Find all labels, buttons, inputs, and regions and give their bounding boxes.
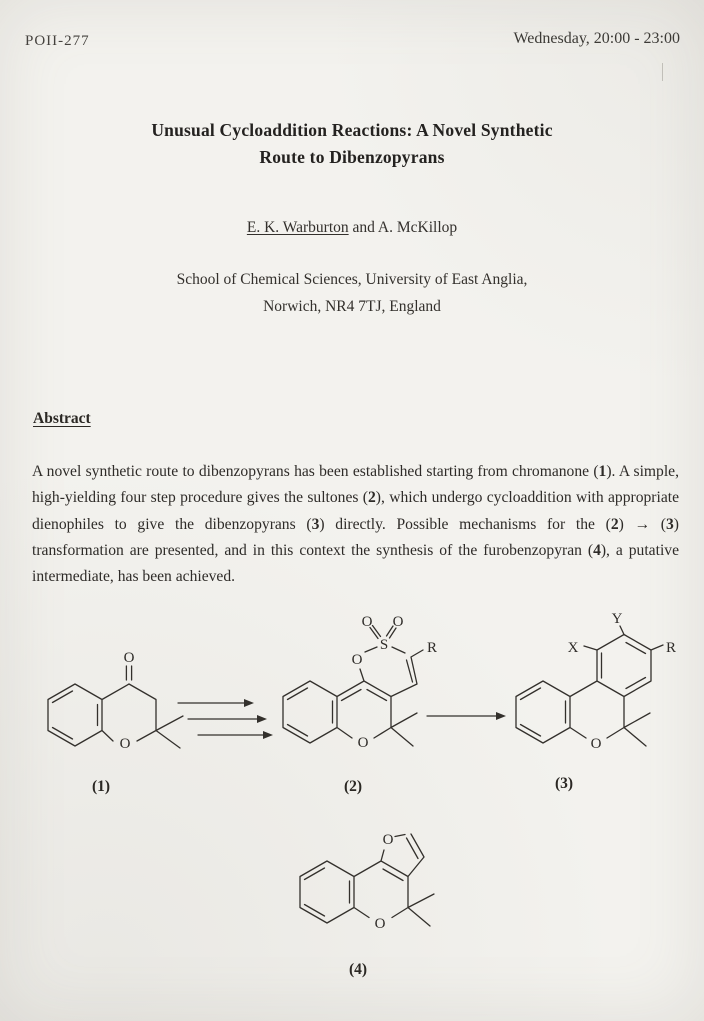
ring-oxygen-label: O — [590, 736, 602, 752]
page-title — [0, 117, 704, 171]
double-bond-lines — [53, 666, 132, 739]
bond-lines — [516, 626, 663, 746]
double-bond-lines — [305, 838, 419, 916]
furan-oxygen-label: O — [382, 832, 394, 848]
page-title-line2: Route to Dibenzopyrans — [259, 147, 445, 167]
abstract-paragraph: A novel synthetic route to dibenzopyrans has been established starting from chromanone (1). A simple, high-yielding four step procedure gives the sultones (2), which undergo cycloaddition with appropriate dienophiles to give the dibenzopyrans (3) directly. Possible mechanisms for the (2) → (3) transformation are presented, and in this context the synthesis of the furobenzopyran (4), a putative intermediate, has been achieved. — [32, 463, 679, 586]
authors-line — [0, 219, 704, 237]
arrow-head — [244, 699, 254, 707]
sultone-oxygen-label: O — [351, 652, 363, 668]
arrow-head — [263, 731, 273, 739]
arrow-head — [257, 715, 267, 723]
sulfonyl-oxygen-left-label: O — [361, 614, 373, 630]
structure-3-dibenzopyran — [516, 611, 676, 792]
affiliation-line1: School of Chemical Sciences, University of East Anglia, — [176, 271, 528, 288]
compound-1-label: (1) — [91, 778, 111, 795]
structure-1-chromanone — [48, 650, 183, 795]
r-group-label: R — [426, 640, 438, 656]
session-time: Wednesday, 20:00 - 23:00 — [513, 30, 680, 47]
ring-oxygen-label: O — [374, 916, 386, 932]
ring-oxygen-label: O — [119, 736, 131, 752]
y-group-label: Y — [611, 611, 623, 627]
three-step-arrows — [178, 699, 273, 739]
bond-lines — [300, 834, 434, 926]
arrow-head — [496, 712, 506, 720]
x-group-label: X — [567, 640, 579, 656]
double-bond-lines — [288, 626, 413, 737]
r-group-label: R — [665, 640, 677, 656]
cycloaddition-arrow — [427, 712, 506, 720]
sulfonyl-oxygen-right-label: O — [392, 614, 404, 630]
structure-2-sultone — [283, 614, 437, 795]
compound-3-label: (3) — [554, 775, 574, 792]
structure-4-furobenzopyran — [300, 832, 434, 978]
author-presenting: E. K. Warburton — [246, 219, 349, 236]
affiliation — [0, 266, 704, 320]
abstract-heading: Abstract — [33, 410, 91, 427]
author-coauthor: and A. McKillop — [348, 219, 458, 236]
compound-2-label: (2) — [343, 778, 363, 795]
poster-code: POII-277 — [25, 33, 90, 49]
reaction-scheme — [0, 600, 704, 1021]
affiliation-line2: Norwich, NR4 7TJ, England — [263, 298, 441, 315]
scan-artifact-mark — [662, 63, 663, 81]
compound-4-label: (4) — [348, 961, 368, 978]
sulfur-label: S — [379, 637, 389, 653]
ring-oxygen-label: O — [357, 735, 369, 751]
carbonyl-oxygen-label: O — [123, 650, 135, 666]
page-title-line1: Unusual Cycloaddition Reactions: A Novel Synthetic — [151, 120, 553, 140]
